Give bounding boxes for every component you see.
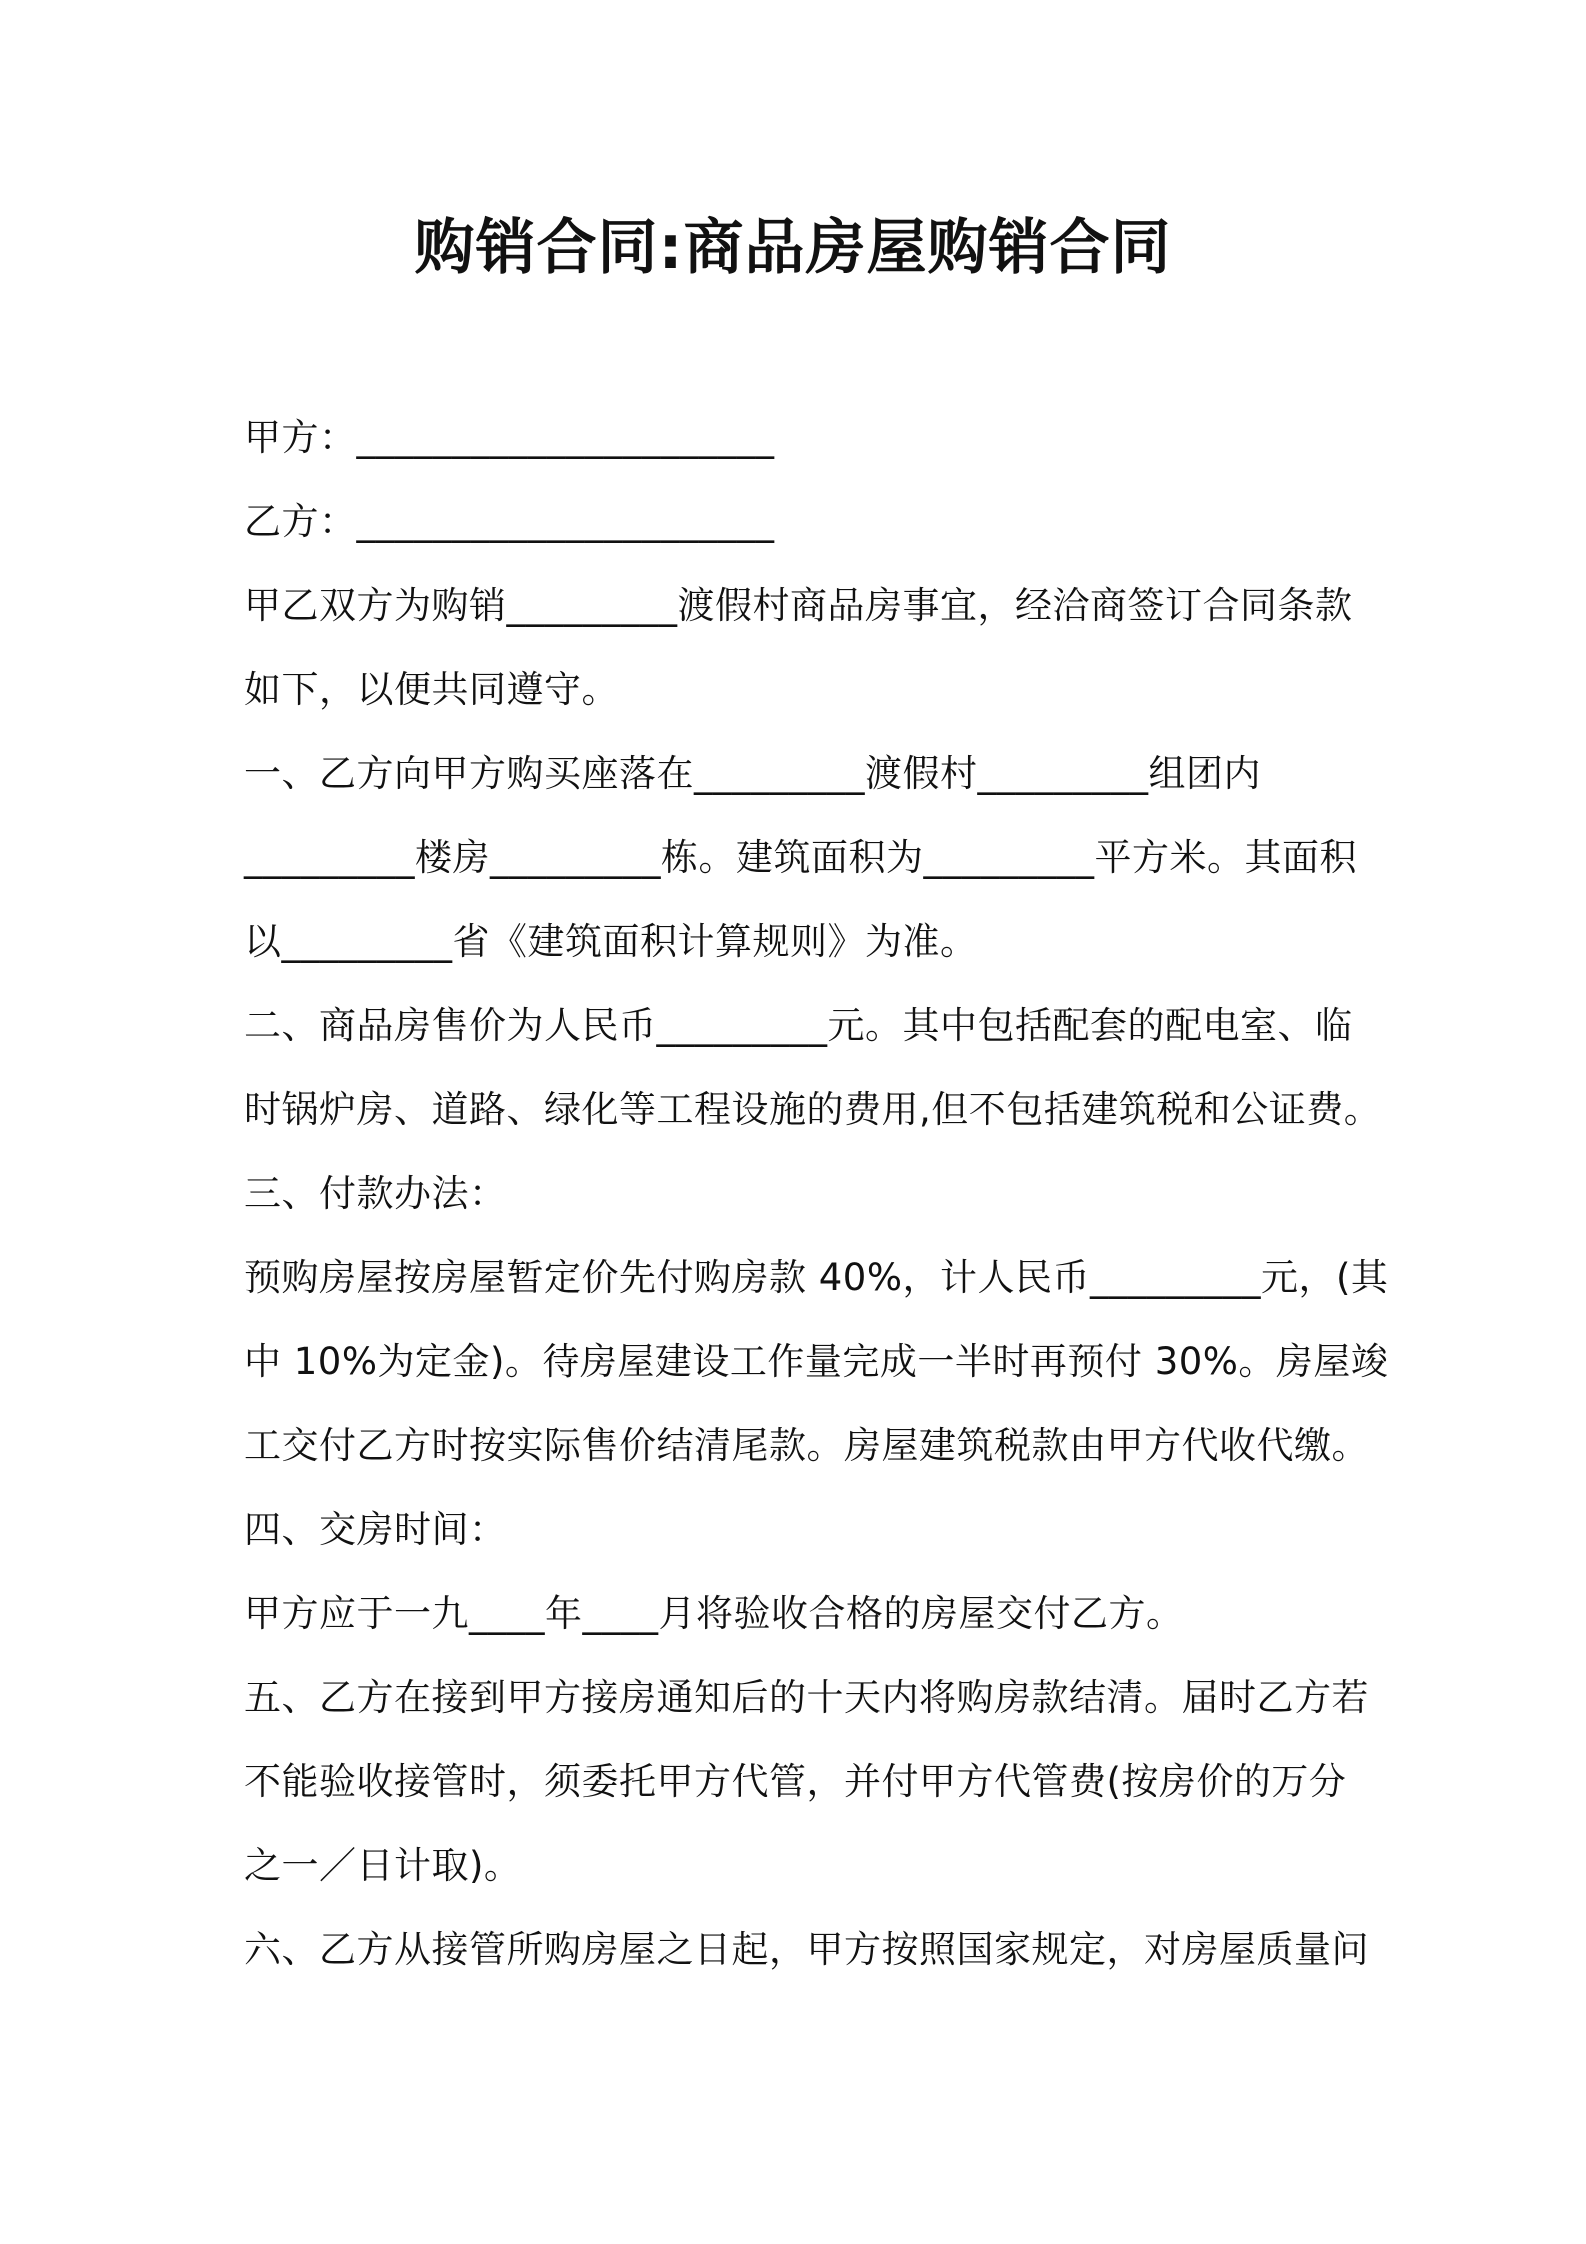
clause-3-heading: 三、付款办法： <box>244 1172 507 1215</box>
clause-6-line-1: 六、乙方从接管所购房屋之日起，甲方按照国家规定，对房屋质量问 <box>244 1928 1369 1971</box>
clause-3-line-1: 预购房屋按房屋暂定价先付购房款 40%，计人民币_________元，(其 <box>244 1256 1389 1299</box>
preamble-line-1: 甲乙双方为购销_________渡假村商品房事宜，经洽商签订合同条款 <box>244 584 1353 627</box>
clause-4-heading: 四、交房时间： <box>244 1508 507 1551</box>
preamble-line-2: 如下，以便共同遵守。 <box>244 668 619 711</box>
clause-3-line-2: 中 10%为定金)。待房屋建设工作量完成一半时再预付 30%。房屋竣 <box>244 1340 1389 1383</box>
clause-1-line-1: 一、乙方向甲方购买座落在_________渡假村_________组团内 <box>244 752 1261 795</box>
clause-4-line-1: 甲方应于一九____年____月将验收合格的房屋交付乙方。 <box>244 1592 1184 1635</box>
clause-2-line-2: 时锅炉房、道路、绿化等工程设施的费用,但不包括建筑税和公证费。 <box>244 1088 1382 1131</box>
party-b-line: 乙方：______________________ <box>244 500 775 543</box>
clause-1-line-2: _________楼房_________栋。建筑面积为_________平方米。其面积 <box>244 836 1357 879</box>
clause-5-line-3: 之一／日计取)。 <box>244 1844 522 1887</box>
clause-2-line-1: 二、商品房售价为人民币_________元。其中包括配套的配电室、临 <box>244 1004 1353 1047</box>
clause-5-line-2: 不能验收接管时，须委托甲方代管，并付甲方代管费(按房价的万分 <box>244 1760 1347 1803</box>
clause-5-line-1: 五、乙方在接到甲方接房通知后的十天内将购房款结清。届时乙方若 <box>244 1676 1369 1719</box>
document-title: 购销合同:商品房屋购销合同 <box>414 213 1172 283</box>
clause-1-line-3: 以_________省《建筑面积计算规则》为准。 <box>244 920 978 963</box>
party-a-line: 甲方：______________________ <box>244 416 775 459</box>
clause-3-line-3: 工交付乙方时按实际售价结清尾款。房屋建筑税款由甲方代收代缴。 <box>244 1424 1369 1467</box>
